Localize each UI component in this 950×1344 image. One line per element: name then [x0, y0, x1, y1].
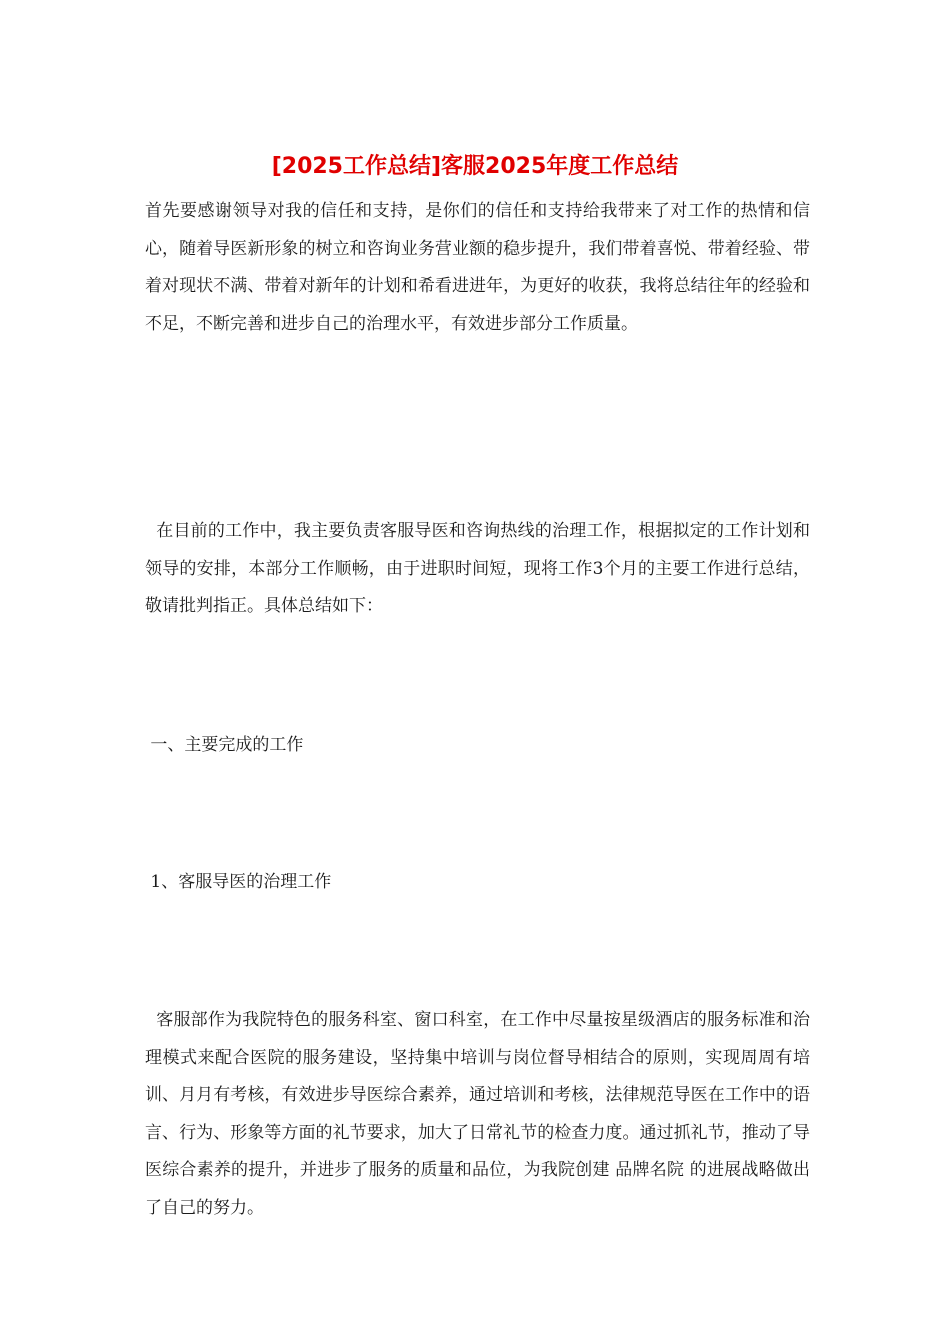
- subsection-heading-guide-management: 1、客服导医的治理工作: [145, 872, 332, 892]
- document-title: [2025工作总结]客服2025年度工作总结: [271, 154, 679, 179]
- section-heading-main-work: 一、主要完成的工作: [145, 735, 304, 755]
- paragraph-overview: 在目前的工作中，我主要负责客服导医和咨询热线的治理工作，根据拟定的工作计划和领导的安排，本部分工作顺畅，由于进职时间短，现将工作3个月的主要工作进行总结，敬请批判指正。具体总结如下：: [145, 521, 811, 616]
- paragraph-guide-management: 客服部作为我院特色的服务科室、窗口科室，在工作中尽量按星级酒店的服务标准和治理模式来配合医院的服务建设，坚持集中培训与岗位督导相结合的原则，实现周周有培训、月月有考核，有效进步导医综合素养，通过培训和考核，法律规范导医在工作中的语言、行为、形象等方面的礼节要求，加大了日常礼节的检查力度。通过抓礼节，推动了导医综合素养的提升，并进步了服务的质量和品位，为我院创建 品牌名院 的进展战略做出了自己的努力。: [145, 1010, 811, 1218]
- paragraph-intro: 首先要感谢领导对我的信任和支持，是你们的信任和支持给我带来了对工作的热情和信心，随着导医新形象的树立和咨询业务营业额的稳步提升，我们带着喜悦、带着经验、带着对现状不满、带着对新年的计划和希看进进年，为更好的收获，我将总结往年的经验和不足，不断完善和进步自己的治理水平，有效进步部分工作质量。: [145, 201, 810, 334]
